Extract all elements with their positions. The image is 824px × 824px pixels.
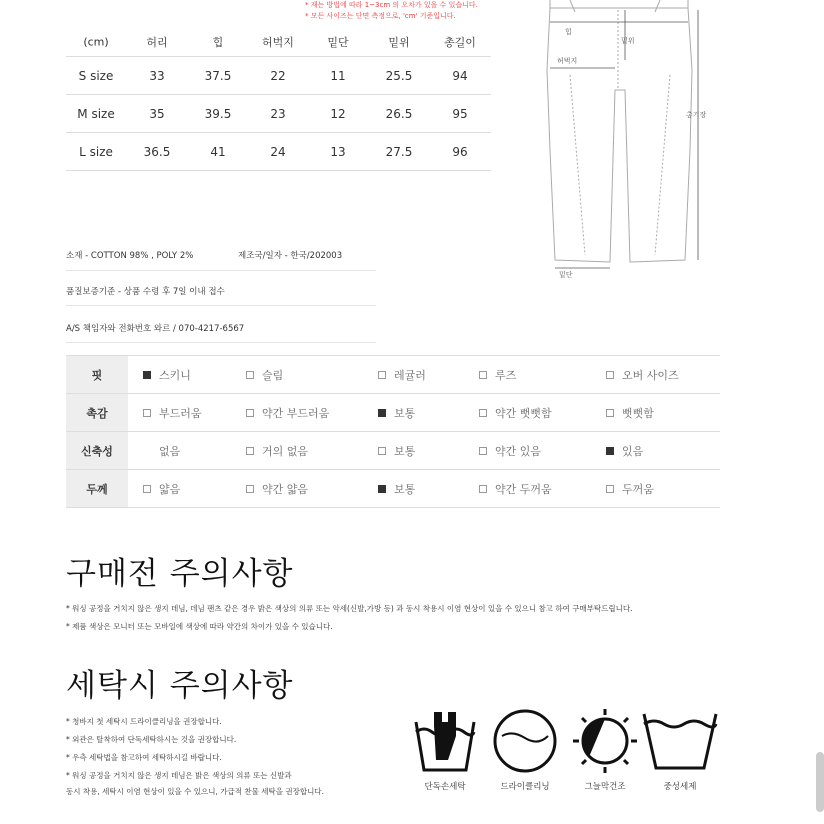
option-label: 거의 없음 — [262, 444, 309, 458]
option-item — [479, 367, 516, 383]
checkbox-icon — [479, 371, 487, 379]
checkbox-checked-icon — [143, 371, 151, 379]
table-cell: 41 — [210, 144, 226, 159]
washing-notice-line: * 외관은 탈착하여 단독세탁하시는 것을 권장합니다. — [66, 735, 237, 744]
purchase-notice-line: * 제품 색상은 모니터 또는 모바일에 색상에 따라 약간의 차이가 있을 수 있습니다. — [66, 622, 333, 631]
option-label: 얇음 — [159, 482, 181, 496]
table-cell: 37.5 — [204, 68, 232, 83]
as-contact-info: A/S 책임자와 전화번호 와르 / 070-4217-6567 — [66, 324, 245, 334]
material-info: 소재 - COTTON 98% , POLY 2% — [66, 251, 194, 261]
purchase-notice-line: * 워싱 공정을 거치지 않은 생지 데님, 데님 팬츠 같은 경우 밝은 색상의 의류 또는 악세(신발,가방 등) 과 동시 착용시 이염 현상이 있을 수 있으니 참고 하여 구매부탁드립니다. — [66, 604, 633, 613]
option-label: 슬림 — [262, 368, 284, 382]
option-label: 약간 얇음 — [262, 482, 309, 496]
option-label: 약간 부드러움 — [262, 406, 330, 420]
header-unit: (cm) — [83, 35, 109, 49]
checkbox-icon — [246, 409, 254, 417]
option-item — [606, 481, 654, 497]
divider — [66, 270, 376, 271]
option-label: 뻣뻣함 — [622, 406, 654, 420]
checkbox-icon — [606, 409, 614, 417]
attribute-table — [66, 355, 720, 508]
option-item — [479, 443, 541, 459]
washing-notice-line: * 우측 세탁법을 참고하여 세탁하시길 바랍니다. — [66, 753, 222, 762]
header-length: 총길이 — [444, 36, 476, 49]
option-item — [479, 405, 552, 421]
neutral-detergent-label: 중성세제 — [663, 782, 697, 792]
checkbox-icon — [606, 485, 614, 493]
option-item — [606, 405, 654, 421]
checkbox-icon — [378, 447, 386, 455]
attr-label: 두께 — [66, 470, 128, 507]
table-row — [66, 57, 491, 95]
option-item — [246, 367, 283, 383]
warranty-info: 품질보증기준 - 상품 수령 후 7일 이내 접수 — [66, 287, 225, 297]
checkbox-icon — [479, 447, 487, 455]
hand-wash-icon — [412, 708, 478, 774]
table-cell: 27.5 — [385, 144, 413, 159]
table-cell: 35 — [149, 106, 165, 121]
attr-row-touch — [66, 394, 720, 432]
option-label: 부드러움 — [159, 406, 202, 420]
purchase-notice-title: 구매전 주의사항 — [66, 556, 294, 592]
attr-label: 핏 — [66, 356, 128, 393]
option-label: 약간 뻣뻣함 — [495, 406, 552, 420]
diagram-label-thigh: 허벅지 — [557, 57, 578, 65]
measurement-note: * 재는 방법에 따라 1~3cm 의 오차가 있을 수 있습니다. — [305, 1, 478, 9]
checkbox-icon — [378, 371, 386, 379]
washing-notice-line: * 워싱 공정을 거치지 않은 생지 데님은 밝은 색상의 의류 또는 신발과 — [66, 771, 292, 780]
table-row — [66, 133, 491, 171]
header-thigh: 허벅지 — [262, 36, 294, 49]
table-cell: 94 — [452, 68, 468, 83]
attr-row-thickness — [66, 470, 720, 508]
table-cell: 13 — [330, 144, 346, 159]
shade-dry-icon — [572, 708, 638, 774]
hand-wash-label: 단독손세탁 — [424, 782, 466, 792]
shade-dry-label: 그늘막건조 — [584, 782, 626, 792]
option-item — [378, 443, 415, 459]
washing-notice-line: * 청바지 첫 세탁시 드라이클리닝을 권장합니다. — [66, 717, 222, 726]
divider — [66, 342, 376, 343]
table-cell: 22 — [270, 68, 286, 83]
attr-row-fit — [66, 355, 720, 394]
table-row — [66, 95, 491, 133]
checkbox-icon — [143, 485, 151, 493]
washing-notice-line: 동시 착용, 세탁시 이염 현상이 있을 수 있으니, 가급적 찬물 세탁을 권장합니다. — [66, 787, 324, 796]
checkbox-checked-icon — [378, 485, 386, 493]
table-cell: 11 — [330, 68, 346, 83]
table-cell: 26.5 — [385, 106, 413, 121]
option-item — [378, 481, 415, 497]
jeans-diagram-icon — [530, 0, 750, 290]
table-cell: 36.5 — [143, 144, 171, 159]
header-hip: 힙 — [212, 36, 224, 49]
option-label: 오버 사이즈 — [622, 368, 679, 382]
checkbox-icon — [606, 371, 614, 379]
option-label: 보통 — [394, 406, 416, 420]
option-item — [246, 405, 329, 421]
table-cell: 39.5 — [204, 106, 232, 121]
option-label: 두꺼움 — [622, 482, 654, 496]
checkbox-icon — [246, 371, 254, 379]
option-label: 스키니 — [159, 368, 191, 382]
option-item — [246, 481, 308, 497]
scrollbar[interactable] — [816, 752, 824, 812]
diagram-label-hip: 힙 — [565, 28, 572, 36]
size-basis-note: * 모든 사이즈는 단면 측정으로, 'cm' 기준입니다. — [305, 12, 456, 20]
attr-row-stretch — [66, 432, 720, 470]
diagram-label-hem: 밑단 — [559, 271, 573, 279]
header-hem: 밑단 — [327, 36, 349, 49]
option-item — [606, 443, 643, 459]
option-item — [143, 481, 180, 497]
divider — [66, 305, 376, 306]
checkbox-icon — [143, 409, 151, 417]
option-label: 약간 두꺼움 — [495, 482, 552, 496]
checkbox-checked-icon — [378, 409, 386, 417]
checkbox-icon — [479, 485, 487, 493]
option-label: 있음 — [622, 444, 644, 458]
table-cell: 96 — [452, 144, 468, 159]
option-label: 레귤러 — [394, 368, 426, 382]
option-label: 보통 — [394, 482, 416, 496]
size-label: M size — [77, 106, 115, 121]
dry-clean-icon — [492, 708, 558, 774]
option-label: 약간 있음 — [495, 444, 542, 458]
table-cell: 23 — [270, 106, 286, 121]
option-item — [246, 443, 308, 459]
attr-label: 촉감 — [66, 394, 128, 431]
origin-info: 제조국/일자 - 한국/202003 — [238, 251, 343, 261]
attr-label: 신축성 — [66, 432, 128, 469]
table-cell: 25.5 — [385, 68, 413, 83]
header-waist: 허리 — [146, 36, 168, 49]
option-label: 보통 — [394, 444, 416, 458]
checkbox-checked-icon — [606, 447, 614, 455]
diagram-label-length: 총기장 — [686, 111, 707, 119]
option-label: 루즈 — [495, 368, 517, 382]
checkbox-icon — [246, 447, 254, 455]
option-item — [143, 367, 191, 383]
header-rise: 밑위 — [388, 36, 410, 49]
option-label: 없음 — [159, 444, 181, 458]
option-item — [143, 443, 180, 459]
dry-clean-label: 드라이클리닝 — [500, 782, 550, 792]
checkbox-icon — [246, 485, 254, 493]
size-table — [66, 28, 491, 171]
option-item — [378, 405, 415, 421]
table-cell: 95 — [452, 106, 468, 121]
neutral-detergent-icon — [640, 710, 720, 772]
checkbox-icon — [479, 409, 487, 417]
size-label: L size — [79, 144, 113, 159]
table-cell: 12 — [330, 106, 346, 121]
diagram-label-rise: 밑위 — [621, 37, 635, 45]
table-cell: 24 — [270, 144, 286, 159]
washing-notice-title: 세탁시 주의사항 — [66, 668, 294, 704]
table-cell: 33 — [149, 68, 165, 83]
option-item — [143, 405, 202, 421]
size-label: S size — [78, 68, 114, 83]
option-item — [378, 367, 426, 383]
option-item — [606, 367, 679, 383]
option-item — [479, 481, 552, 497]
size-table-header — [66, 28, 491, 57]
